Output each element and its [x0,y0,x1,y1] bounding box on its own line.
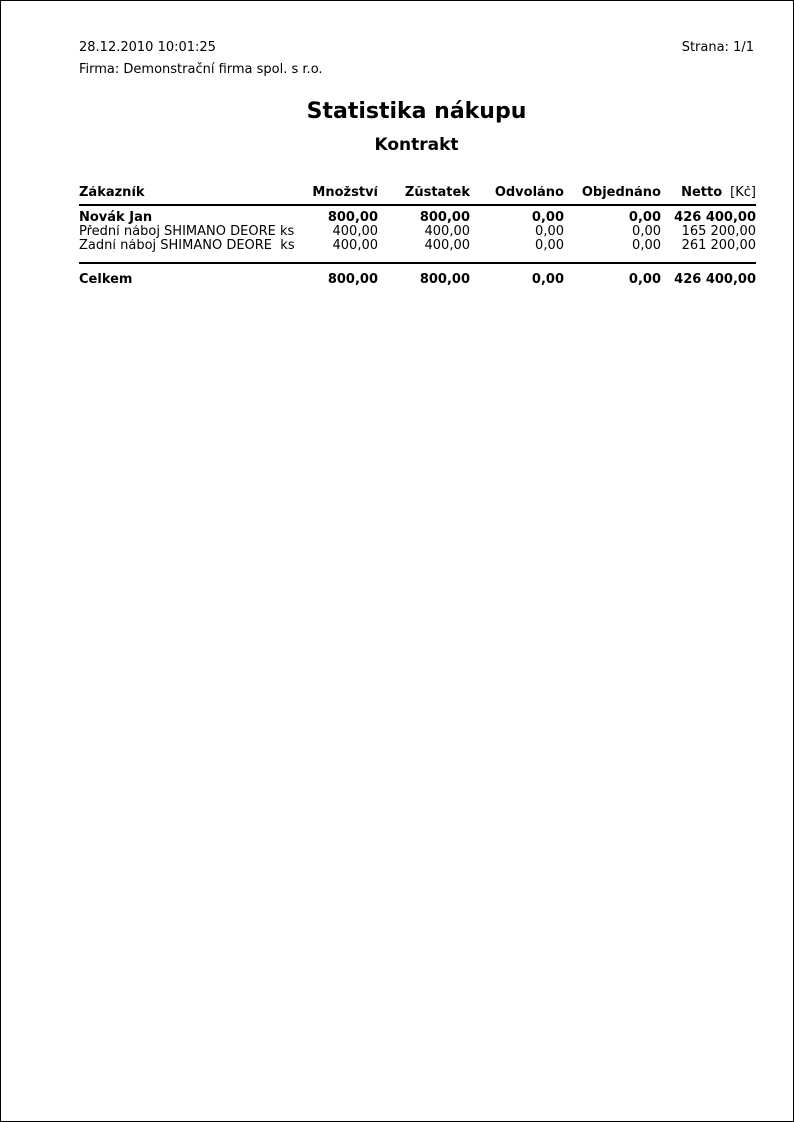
column-header-customer: Zákazník [79,186,301,205]
total-row [79,273,756,287]
cell-ordered: 0,00 [632,239,661,253]
currency-unit: [Kč] [730,186,756,200]
page-number: Strana: 1/1 [681,40,754,55]
cell-balance: 400,00 [424,225,470,239]
total-netto: 426 400,00 [674,273,756,287]
column-header-ordered: Objednáno [564,186,661,205]
gap-spacer [79,263,756,273]
cell-ordered: 0,00 [628,210,661,225]
total-balance: 800,00 [419,273,470,287]
cell-item-name: Zadní náboj SHIMANO DEORE ks [79,239,295,253]
customer-row [79,205,756,225]
report-subtitle: Kontrakt [374,135,459,155]
report-header-row [79,41,754,55]
item-row [79,239,756,253]
cell-cancelled: 0,00 [531,210,564,225]
cell-customer-name: Novák Jan [79,210,153,225]
cell-cancelled: 0,00 [535,239,564,253]
report-title: Statistika nákupu [306,99,527,124]
cell-item-name: Přední náboj SHIMANO DEORE ks [79,225,295,239]
column-header-netto [661,186,756,205]
total-label: Celkem [79,273,133,287]
report-content [1,1,793,287]
cell-netto: 261 200,00 [681,239,756,253]
column-header-balance: Zůstatek [378,186,470,205]
column-header-cancelled: Odvoláno [470,186,564,205]
total-ordered: 0,00 [628,273,661,287]
company-line: Firma: Demonstrační firma spol. s r.o. [79,62,323,77]
total-quantity: 800,00 [327,273,378,287]
gap-row [79,263,756,273]
column-header-quantity: Množství [301,186,378,205]
separator-line [79,253,756,263]
cell-ordered: 0,00 [632,225,661,239]
statistics-table [79,186,756,287]
table-header-row [79,186,756,205]
total-cancelled: 0,00 [531,273,564,287]
report-datetime: 28.12.2010 10:01:25 [79,40,216,55]
cell-cancelled: 0,00 [535,225,564,239]
cell-quantity: 800,00 [327,210,378,225]
cell-netto: 165 200,00 [681,225,756,239]
cell-quantity: 400,00 [332,239,378,253]
cell-netto: 426 400,00 [674,210,756,225]
separator-row [79,253,756,263]
cell-balance: 800,00 [419,210,470,225]
netto-label: Netto [681,186,723,200]
cell-quantity: 400,00 [332,225,378,239]
cell-balance: 400,00 [424,239,470,253]
item-row [79,225,756,239]
